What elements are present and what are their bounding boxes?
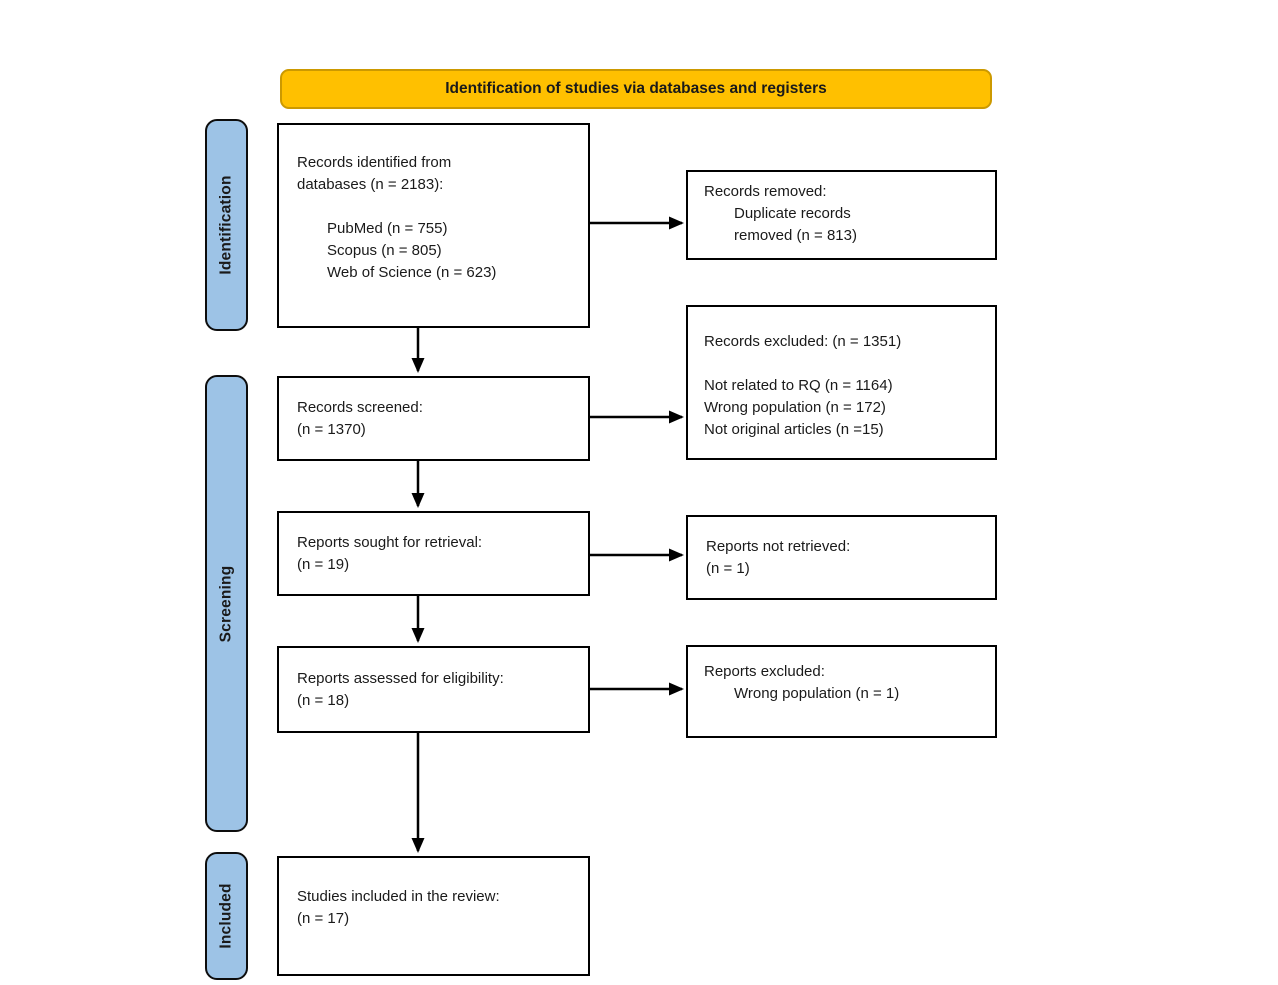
records-screened-count: (n = 1370) (297, 420, 366, 438)
records-excluded-detail: Not original articles (n =15) (704, 421, 884, 438)
reports-not-retrieved-title: Reports not retrieved: (706, 537, 851, 555)
studies-included-title: Studies included in the review: (297, 888, 500, 905)
records-identified-line: Records identified from (297, 154, 452, 171)
box-records-identified (277, 123, 590, 328)
box-studies-included (277, 856, 590, 976)
box-records-screened (277, 376, 590, 461)
stage-label-identification: Identification (217, 175, 235, 275)
records-removed-title: Records removed: (704, 183, 827, 200)
records-screened-title: Records screened: (297, 398, 423, 416)
records-excluded-detail: Not related to RQ (n = 1164) (704, 377, 893, 394)
stage-label-screening: Screening (217, 565, 235, 642)
reports-sought-title: Reports sought for retrieval: (297, 533, 483, 551)
box-reports-sought (277, 511, 590, 596)
box-records-removed (686, 170, 997, 260)
source-pubmed: PubMed (n = 755) (327, 220, 448, 237)
reports-assessed-count: (n = 18) (297, 691, 350, 709)
title-banner (280, 69, 992, 109)
stage-bar-screening (205, 375, 248, 832)
reports-assessed-title: Reports assessed for eligibility: (297, 669, 504, 687)
title-banner-label: Identification of studies via databases and registers (445, 80, 827, 97)
reports-excluded-detail: Wrong population (n = 1) (734, 685, 900, 702)
source-web-of-science: Web of Science (n = 623) (327, 264, 497, 281)
stage-label-included: Included (217, 883, 235, 949)
records-removed-detail: removed (n = 813) (734, 227, 857, 244)
reports-sought-count: (n = 19) (297, 555, 350, 573)
source-scopus: Scopus (n = 805) (327, 242, 442, 259)
records-removed-detail: Duplicate records (734, 205, 851, 222)
stage-bar-identification (205, 119, 248, 331)
box-reports-excluded (686, 645, 997, 738)
box-reports-assessed (277, 646, 590, 733)
records-identified-line: databases (n = 2183): (297, 176, 444, 193)
records-excluded-title: Records excluded: (n = 1351) (704, 333, 902, 350)
reports-excluded-title: Reports excluded: (704, 663, 825, 680)
box-records-excluded (686, 305, 997, 460)
stage-bar-included (205, 852, 248, 980)
records-excluded-detail: Wrong population (n = 172) (704, 399, 886, 416)
reports-not-retrieved-count: (n = 1) (706, 559, 750, 577)
box-reports-not-retrieved (686, 515, 997, 600)
studies-included-count: (n = 17) (297, 910, 350, 927)
